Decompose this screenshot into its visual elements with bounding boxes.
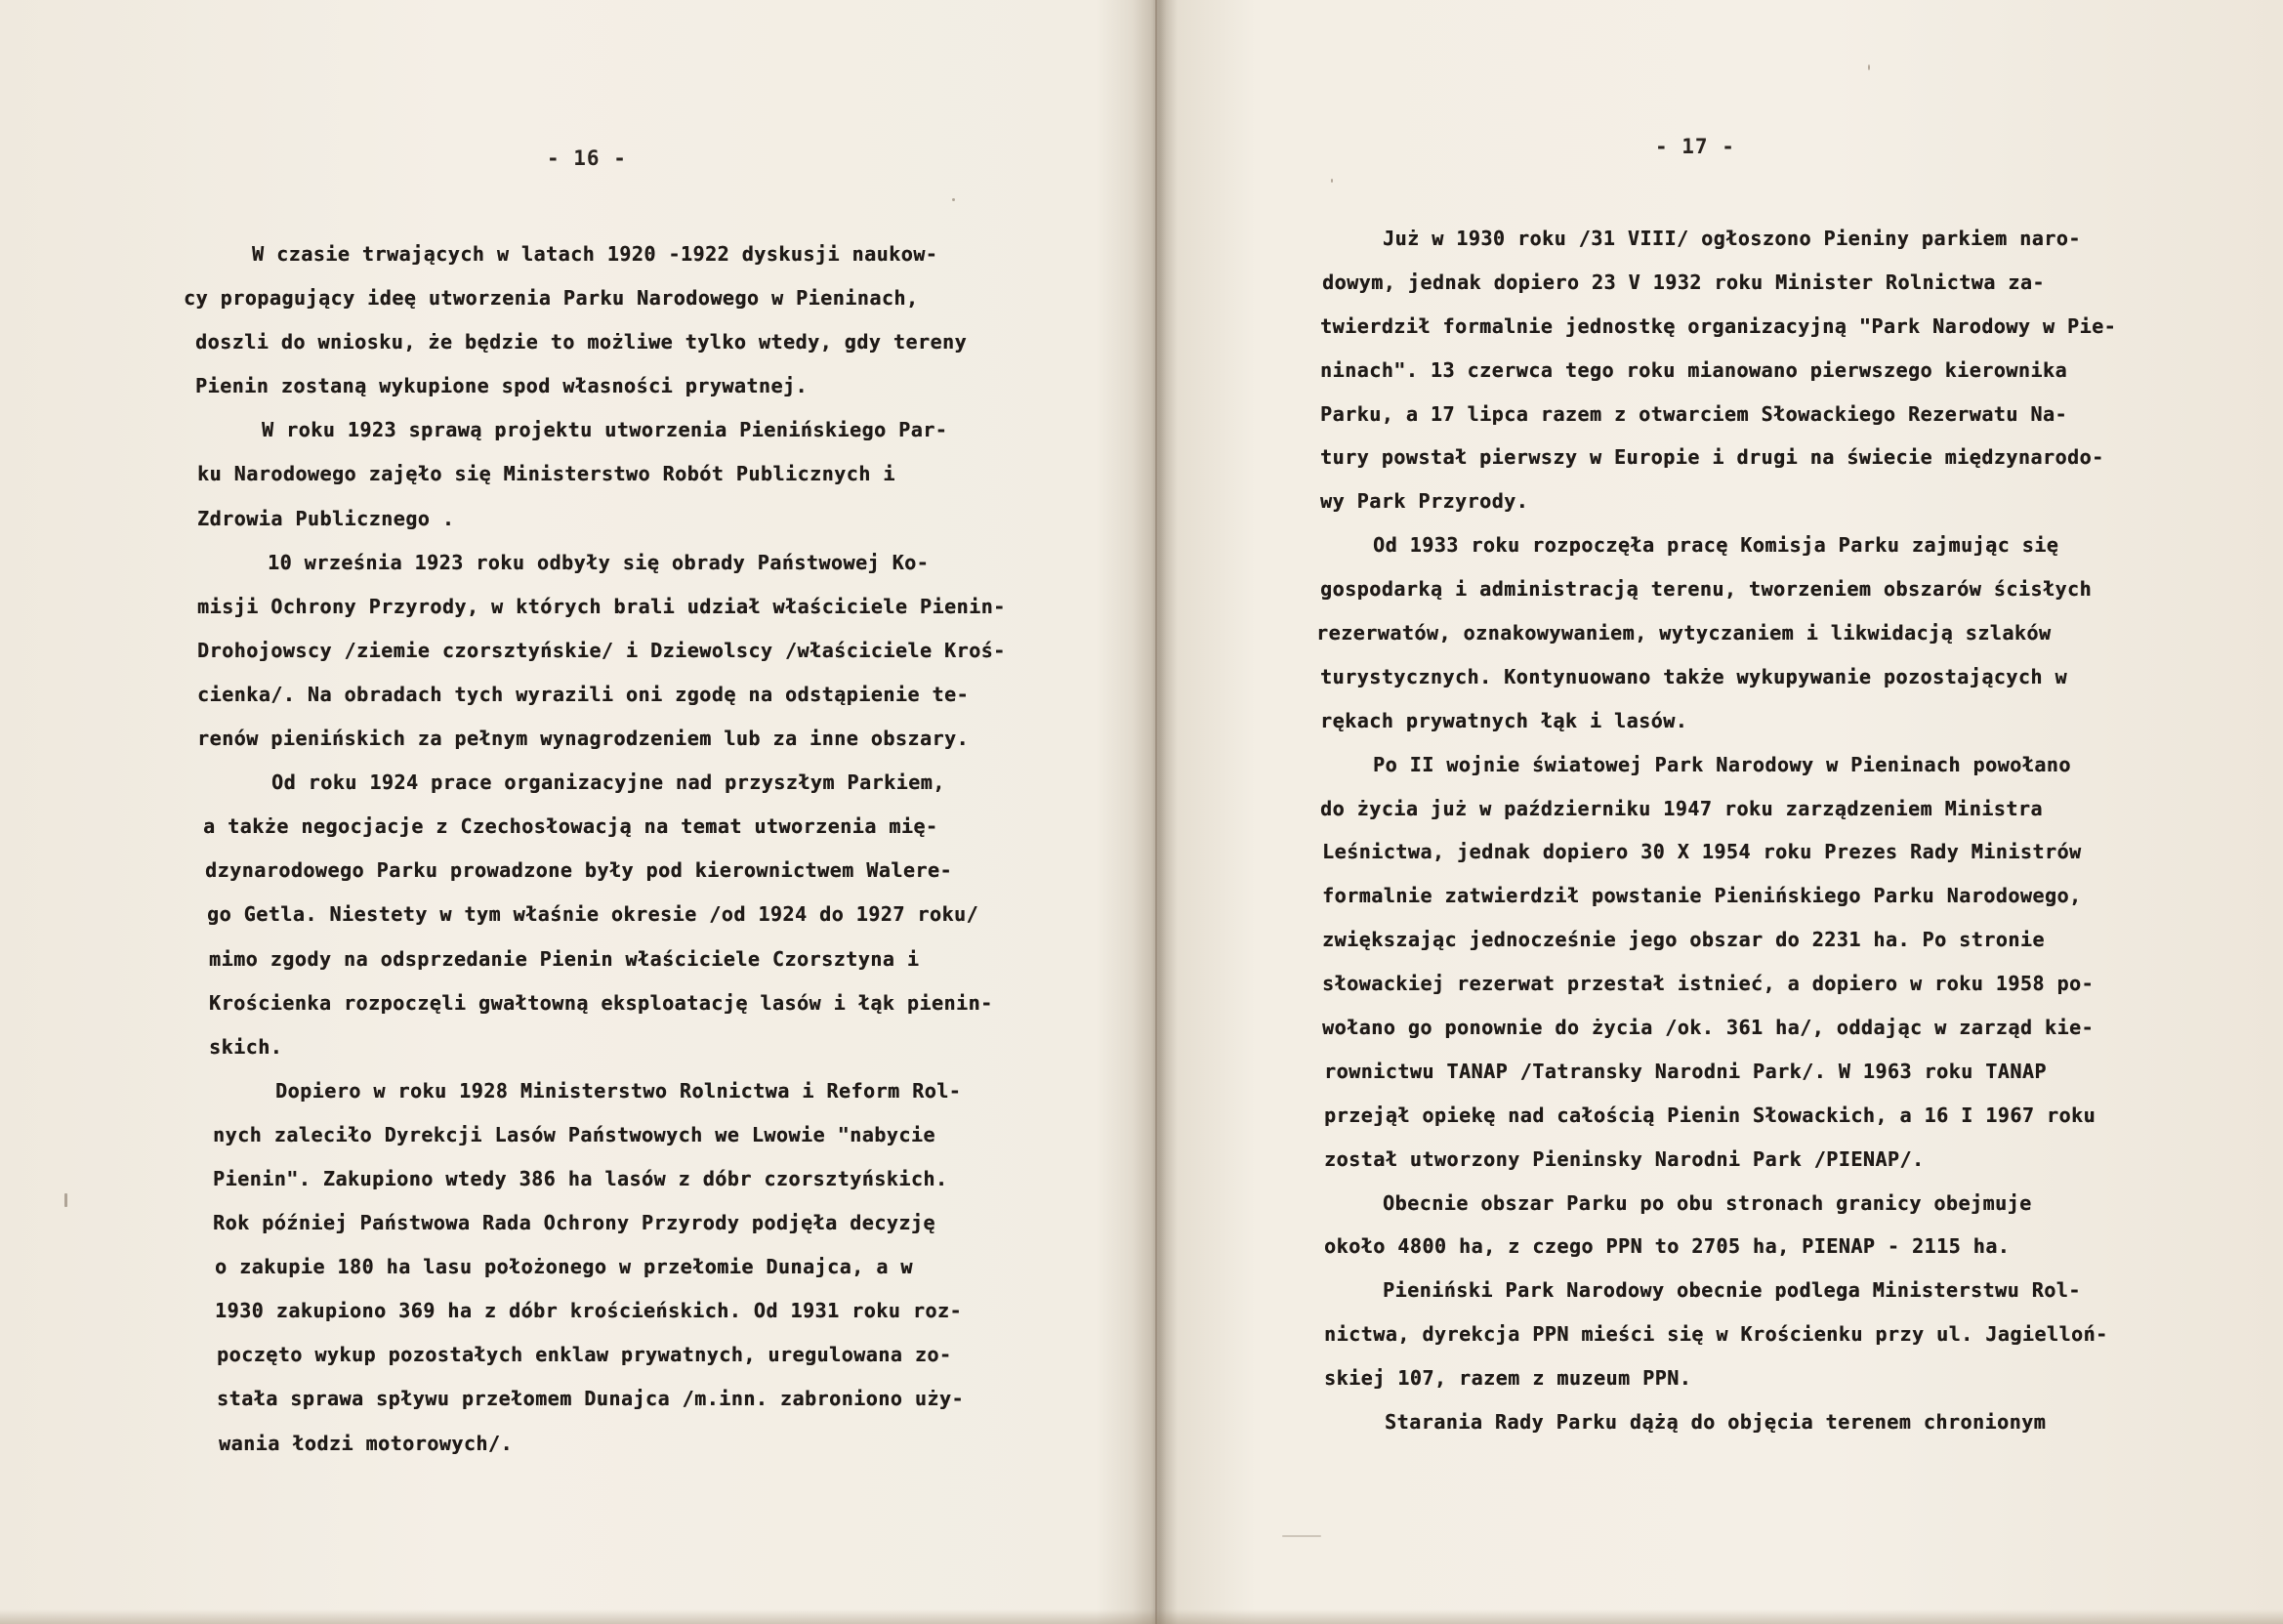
text-line: nictwa, dyrekcja PPN mieści się w Krościenku przy ul. Jagielloń- (1324, 1322, 2108, 1347)
text-line: formalnie zatwierdził powstanie Pienińskiego Parku Narodowego, (1322, 884, 2082, 908)
text-line: turystycznych. Kontynuowano także wykupywanie pozostających w (1320, 664, 2068, 688)
text-line: do życia już w październiku 1947 roku zarządzeniem Ministra (1320, 796, 2043, 820)
right-page (1162, 0, 2283, 1624)
text-line: Obecnie obszar Parku po obu stronach granicy obejmuje (1383, 1190, 2032, 1215)
text-line: renów pienińskich za pełnym wynagrodzeniem lub za inne obszary. (197, 727, 970, 751)
text-line: Dopiero w roku 1928 Ministerstwo Rolnictwa i Reform Rol- (275, 1078, 962, 1103)
text-line: słowackiej rezerwat przestał istnieć, a dopiero w roku 1958 po- (1322, 972, 2095, 996)
text-line: skiej 107, razem z muzeum PPN. (1324, 1366, 1692, 1391)
text-line: nych zaleciło Dyrekcji Lasów Państwowych we Lwowie "nabycie (213, 1122, 935, 1146)
page-body (184, 232, 1006, 1466)
book-spine (1155, 0, 1157, 1624)
page-body (1314, 217, 2125, 1444)
text-line: doszli do wniosku, że będzie to możliwe tylko wtedy, gdy tereny (195, 330, 968, 354)
text-line: go Getla. Niestety w tym właśnie okresie /od 1924 do 1927 roku/ (207, 902, 979, 927)
text-line: 10 września 1923 roku odbyły się obrady Państwowej Ko- (268, 550, 930, 574)
text-line: tury powstał pierwszy w Europie i drugi na świecie międzynarodo- (1320, 445, 2104, 470)
text-line: stała sprawa spływu przełomem Dunajca /m.inn. zabroniono uży- (217, 1387, 965, 1411)
text-line: ninach". 13 czerwca tego roku mianowano pierwszego kierownika (1320, 357, 2068, 382)
text-line: 1930 zakupiono 369 ha z dóbr krościeńskich. Od 1931 roku roz- (215, 1299, 963, 1323)
text-line: Drohojowscy /ziemie czorsztyńskie/ i Dziewolscy /właściciele Kroś- (197, 638, 1006, 662)
text-line: wania łodzi motorowych/. (219, 1431, 513, 1455)
text-line: rezerwatów, oznakowywaniem, wytyczaniem i likwidacją szlaków (1316, 621, 2052, 645)
text-line: Starania Rady Parku dążą do objęcia terenem chronionym (1385, 1410, 2047, 1435)
text-line: Pieniński Park Narodowy obecnie podlega Ministerstwu Rol- (1383, 1278, 2081, 1303)
text-line: Leśnictwa, jednak dopiero 30 X 1954 roku Prezes Rady Ministrów (1322, 840, 2082, 864)
text-line: rękach prywatnych łąk i lasów. (1320, 708, 1688, 732)
text-line: Od 1933 roku rozpoczęła pracę Komisja Parku zajmując się (1373, 533, 2059, 558)
text-line: Rok później Państwowa Rada Ochrony Przyrody podjęła decyzję (213, 1211, 935, 1235)
text-line: skich. (209, 1034, 283, 1059)
text-line: Pienin". Zakupiono wtedy 386 ha lasów z dóbr czorsztyńskich. (213, 1166, 948, 1190)
text-line: został utworzony Pieninsky Narodni Park /PIENAP/. (1324, 1146, 1925, 1171)
text-line: dzynarodowego Parku prowadzone były pod kierownictwem Walere- (205, 858, 953, 883)
text-line: dowym, jednak dopiero 23 V 1932 roku Minister Rolnictwa za- (1322, 270, 2045, 294)
text-line: gospodarką i administracją terenu, tworzeniem obszarów ścisłych (1320, 577, 2093, 602)
text-line: około 4800 ha, z czego PPN to 2705 ha, PIENAP - 2115 ha. (1324, 1234, 2011, 1259)
text-line: poczęto wykup pozostałych enklaw prywatnych, uregulowana zo- (217, 1343, 952, 1367)
text-line: zwiększając jednocześnie jego obszar do 2231 ha. Po stronie (1322, 928, 2045, 952)
text-line: Już w 1930 roku /31 VIII/ ogłoszono Pieniny parkiem naro- (1383, 227, 2081, 250)
text-line: wołano go ponownie do życia /ok. 361 ha/, oddając w zarząd kie- (1322, 1016, 2095, 1040)
text-line: Parku, a 17 lipca razem z otwarciem Słowackiego Rezerwatu Na- (1320, 401, 2068, 426)
text-line: cienka/. Na obradach tych wyrazili oni zgodę na odstąpienie te- (197, 682, 970, 706)
text-line: Zdrowia Publicznego . (197, 506, 455, 530)
text-line: W czasie trwających w latach 1920 -1922 dyskusji naukow- (252, 242, 938, 266)
text-line: Pienin zostaną wykupione spod własności prywatnej. (195, 374, 809, 398)
page-number: - 17 - (1655, 135, 1735, 158)
text-line: przejął opiekę nad całością Pienin Słowackich, a 16 I 1967 roku (1324, 1103, 2096, 1127)
text-line: W roku 1923 sprawą projektu utworzenia Pienińskiego Par- (262, 418, 948, 442)
text-line: rownictwu TANAP /Tatransky Narodni Park/. W 1963 roku TANAP (1324, 1059, 2047, 1083)
text-line: a także negocjacje z Czechosłowacją na temat utworzenia mię- (203, 814, 938, 839)
text-line: ku Narodowego zajęło się Ministerstwo Robót Publicznych i (197, 462, 895, 486)
text-line: Od roku 1924 prace organizacyjne nad przyszłym Parkiem, (271, 770, 945, 795)
text-line: Krościenka rozpoczęli gwałtowną eksploatację lasów i łąk pienin- (209, 990, 993, 1015)
text-line: o zakupie 180 ha lasu położonego w przełomie Dunajca, a w (215, 1255, 913, 1279)
text-line: cy propagujący ideę utworzenia Parku Narodowego w Pieninach, (184, 286, 919, 311)
page-number: - 16 - (547, 146, 627, 170)
text-line: twierdził formalnie jednostkę organizacyjną "Park Narodowy w Pie- (1320, 313, 2117, 338)
text-line: misji Ochrony Przyrody, w których brali udział właściciele Pienin- (197, 594, 1006, 618)
text-line: mimo zgody na odsprzedanie Pienin właściciele Czorsztyna i (209, 946, 920, 971)
text-line: Po II wojnie światowej Park Narodowy w Pieninach powołano (1373, 752, 2071, 776)
text-line: wy Park Przyrody. (1320, 489, 1529, 514)
